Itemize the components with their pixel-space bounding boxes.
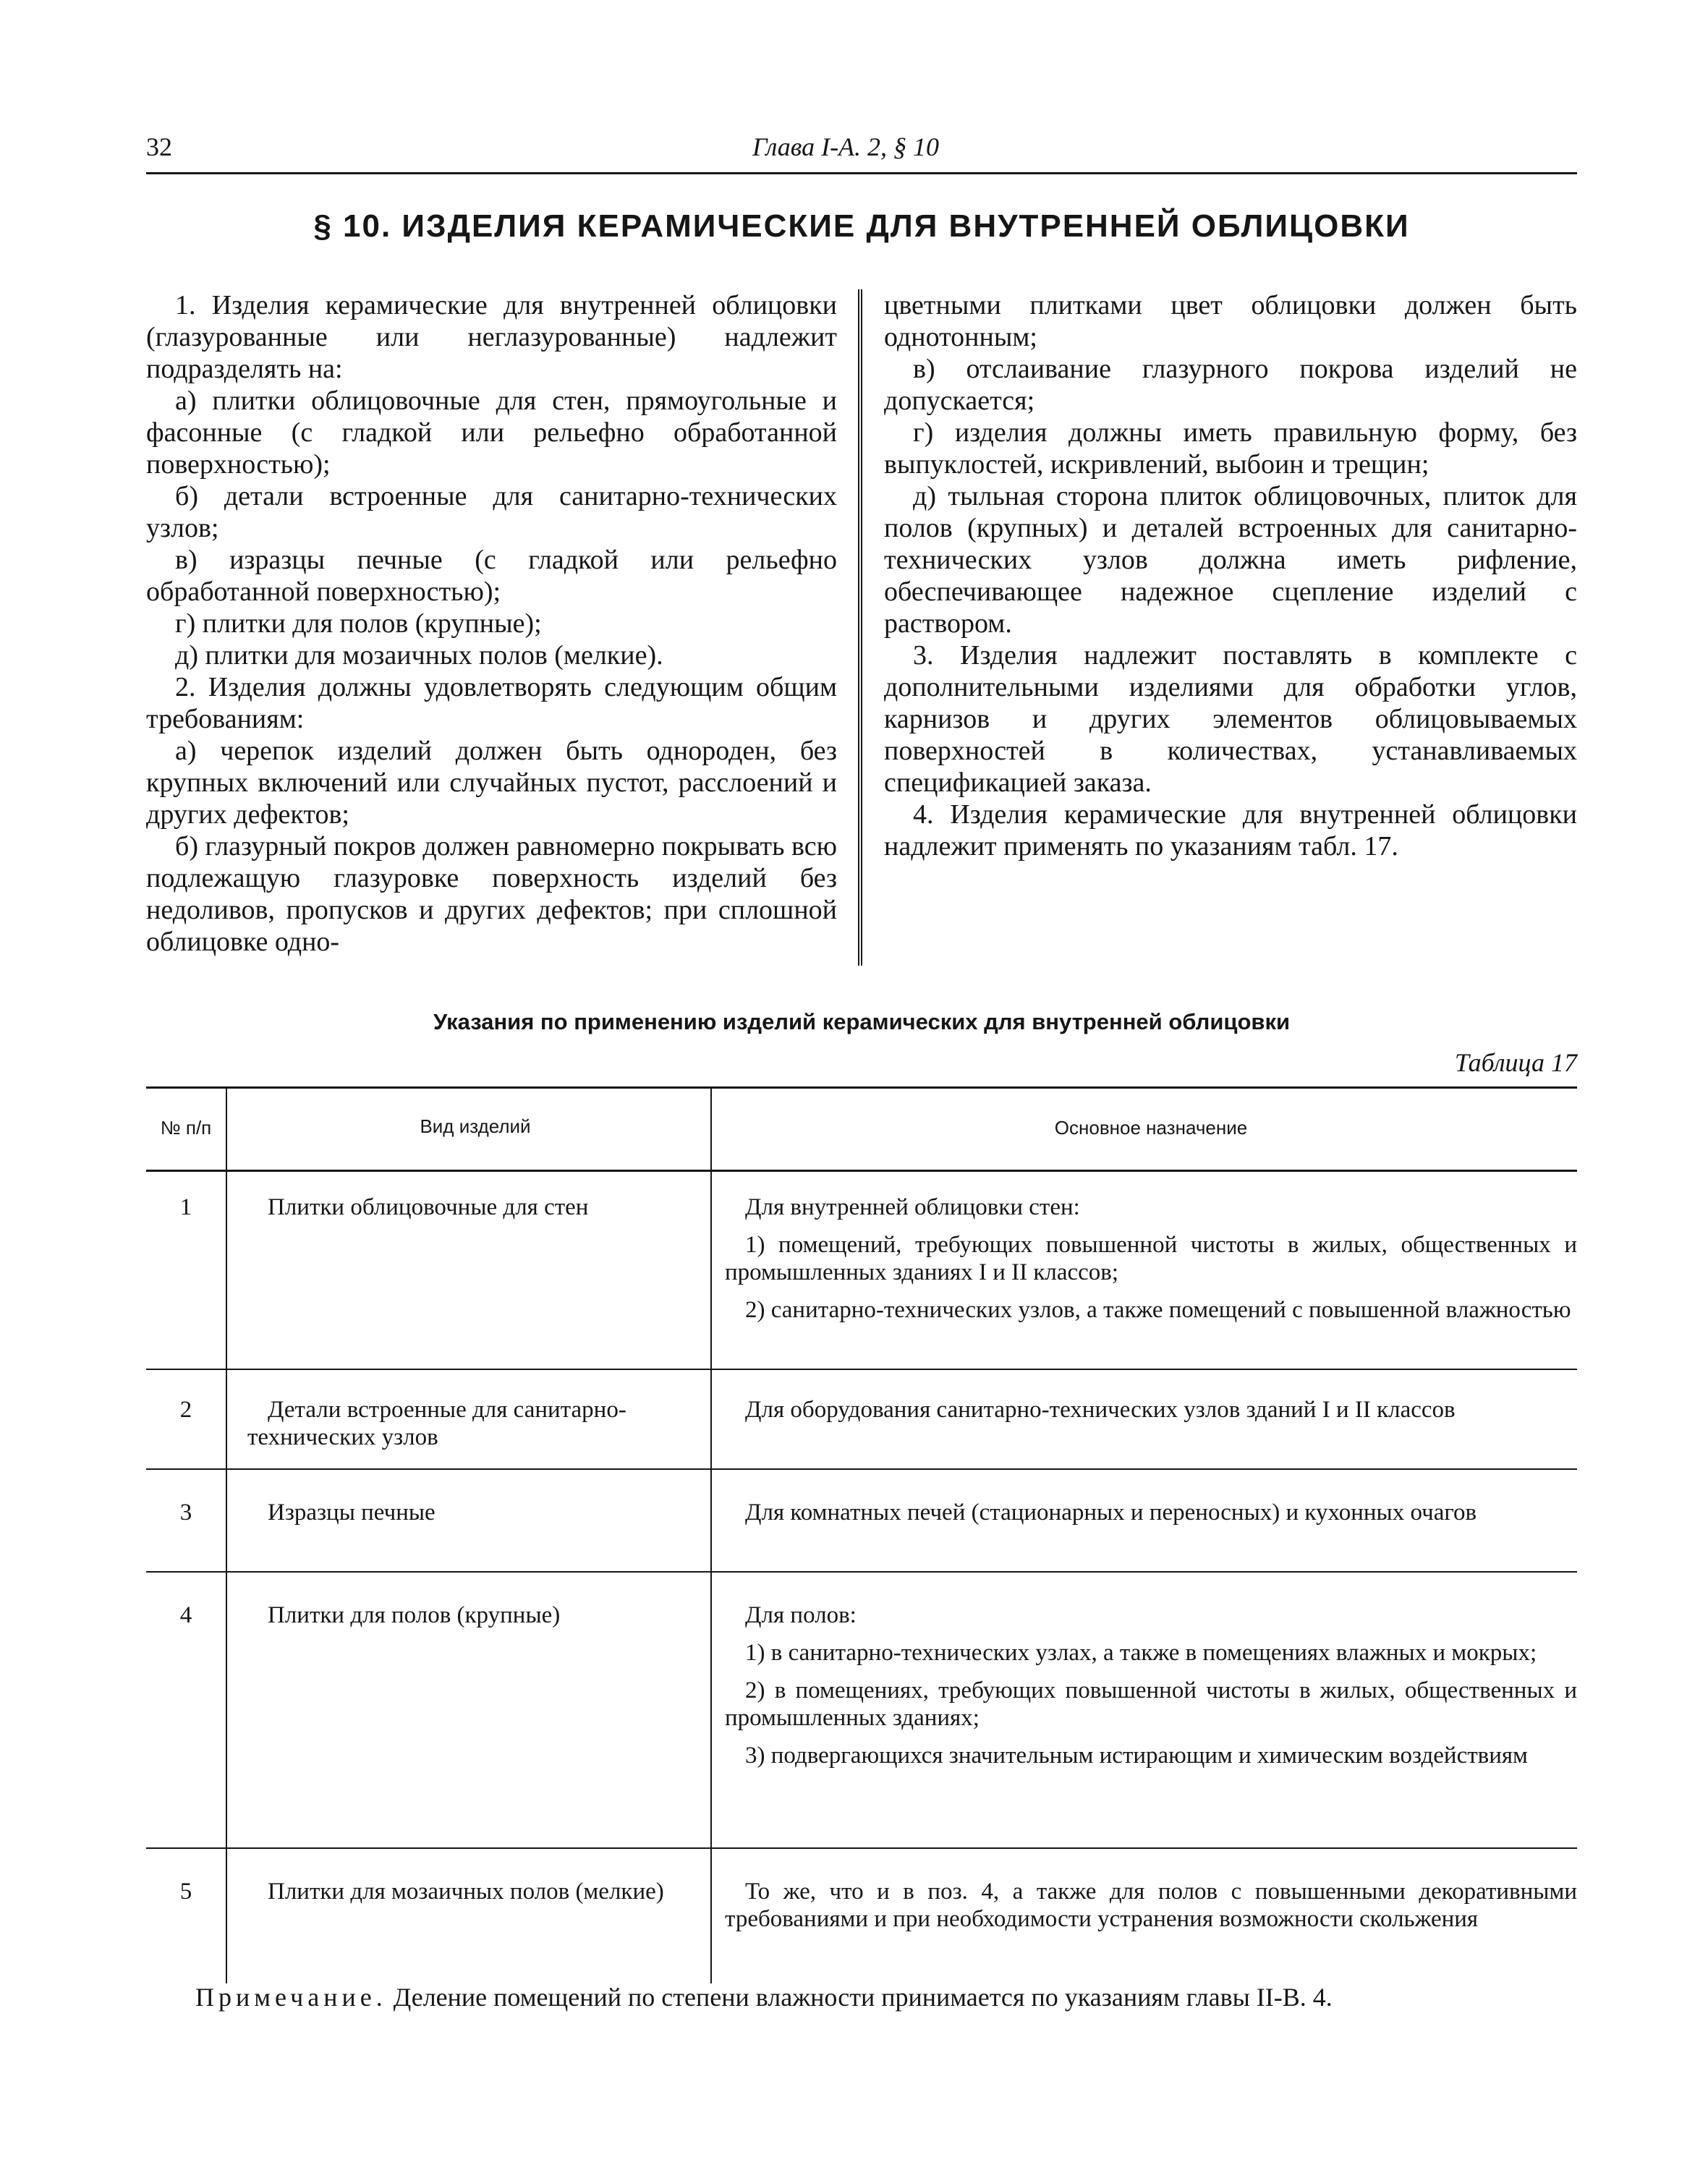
body-column-left [146,289,837,958]
row-kind: Изразцы печные [268,1499,436,1526]
paragraph: д) плитки для мозаичных полов (мелкие). [175,640,663,671]
row-kind: Детали встроенные для санитарно-технических узлов [247,1397,626,1450]
note-label: Примечание. [195,1983,387,2012]
paragraph: цветными плитками цвет облицовки должен быть однотонным; [884,290,1577,352]
purpose-line: 1) помещений, требующих повышенной чистоты в жилых, общественных и промышленных зданиях I и II классов; [725,1232,1577,1285]
purpose-line: 2) в помещениях, требующих повышенной чистоты в жилых, общественных и промышленных зданиях; [725,1677,1577,1731]
paragraph: б) детали встроенные для санитарно-технических узлов; [146,481,837,543]
row-rule [146,1847,1577,1849]
row-num: 4 [179,1602,192,1628]
purpose-line: Для оборудования санитарно-технических узлов зданий I и II классов [745,1397,1456,1423]
paragraph: 2. Изделия должны удовлетворять следующим общим требованиям: [146,672,837,734]
purpose-line: Для комнатных печей (стационарных и переносных) и кухонных очагов [745,1499,1477,1526]
paragraph: г) изделия должны иметь правильную форму, без выпуклостей, искривлений, выбоин и трещин; [884,417,1577,480]
paragraph: а) черепок изделий должен быть однороден, без крупных включений или случайных пустот, расслоений и других дефектов; [146,736,837,830]
purpose-line: 2) санитарно-технических узлов, а также помещений с повышенной влажностью [745,1297,1571,1323]
paragraph: б) глазурный покров должен равномерно покрывать всю подлежащую глазуровке поверхность изделий без недоливов, пропусков и других дефектов; при сплошной облицовке одно- [146,831,837,957]
purpose-line: Для внутренней облицовки стен: [745,1194,1080,1220]
row-kind: Плитки для полов (крупные) [268,1602,561,1628]
paragraph: 4. Изделия керамические для внутренней облицовки надлежит применять по указаниям табл. 17. [884,799,1577,862]
paragraph: а) плитки облицовочные для стен, прямоугольные и фасонные (с гладкой или рельефно обработанной поверхностью); [146,386,837,480]
paragraph: д) тыльная сторона плиток облицовочных, плиток для полов (крупных) и деталей встроенных для санитарно-технических узлов должна иметь рифление, обеспечивающее надежное сцепление изделий с раствором. [884,481,1577,639]
row-purpose [725,1194,1577,1334]
col-separator [226,1086,227,1983]
paragraph: в) изразцы печные (с гладкой или рельефно обработанной поверхностью); [146,545,837,607]
header-num: № п/п [160,1117,212,1139]
row-purpose [725,1601,1577,1779]
row-num: 1 [179,1194,192,1220]
row-rule [146,1468,1577,1470]
col-separator [710,1086,712,1983]
purpose-line: 3) подвергающихся значительным истирающим и химическим воздействиям [745,1743,1528,1769]
row-rule [146,1369,1577,1370]
row-purpose [725,1878,1577,1943]
row-purpose [725,1396,1577,1434]
paragraph: 3. Изделия надлежит поставлять в комплекте с дополнительными изделиями для обработки углов, карнизов и других элементов облицовываемых поверхностей в количествах, устанавливаемых спецификацией заказа. [884,640,1577,798]
table-note [195,1982,1333,2012]
row-rule [146,1571,1577,1573]
paragraph: в) отслаивание глазурного покрова изделий не допускается; [884,354,1577,416]
row-num: 2 [179,1397,192,1423]
row-kind: Плитки облицовочные для стен [268,1194,589,1220]
section-title: § 10. ИЗДЕЛИЯ КЕРАМИЧЕСКИЕ ДЛЯ ВНУТРЕННЕЙ ОБЛИЦОВКИ [313,208,1410,244]
paragraph: г) плитки для полов (крупные); [175,608,542,639]
paragraph: 1. Изделия керамические для внутренней облицовки (глазурованные или неглазурованные) надлежит подразделять на: [146,290,837,384]
row-kind: Плитки для мозаичных полов (мелкие) [268,1879,664,1905]
purpose-line: 1) в санитарно-технических узлах, а также в помещениях влажных и мокрых; [745,1640,1537,1666]
header-rule [146,172,1577,174]
row-num: 3 [179,1499,192,1526]
table-label: Таблица 17 [1454,1048,1577,1077]
table-header-rule [146,1170,1577,1172]
table-caption: Указания по применению изделий керамических для внутренней облицовки [433,1009,1291,1034]
purpose-line: То же, что и в поз. 4, а также для полов с повышенными декоративными требованиями и при необходимости устранения возможности скольжения [725,1879,1577,1932]
page-number: 32 [146,132,172,161]
header-kind: Вид изделий [420,1115,531,1137]
table-top-rule [146,1086,1577,1089]
running-title: Глава I-А. 2, § 10 [752,132,940,161]
body-column-right [884,289,1577,862]
purpose-line: Для полов: [745,1602,857,1628]
note-text: Деление помещений по степени влажности принимается по указаниям главы II-В. 4. [393,1983,1333,2012]
row-purpose [725,1499,1577,1536]
row-num: 5 [179,1879,192,1905]
column-divider [858,289,862,966]
header-purpose: Основное назначение [1054,1117,1248,1139]
